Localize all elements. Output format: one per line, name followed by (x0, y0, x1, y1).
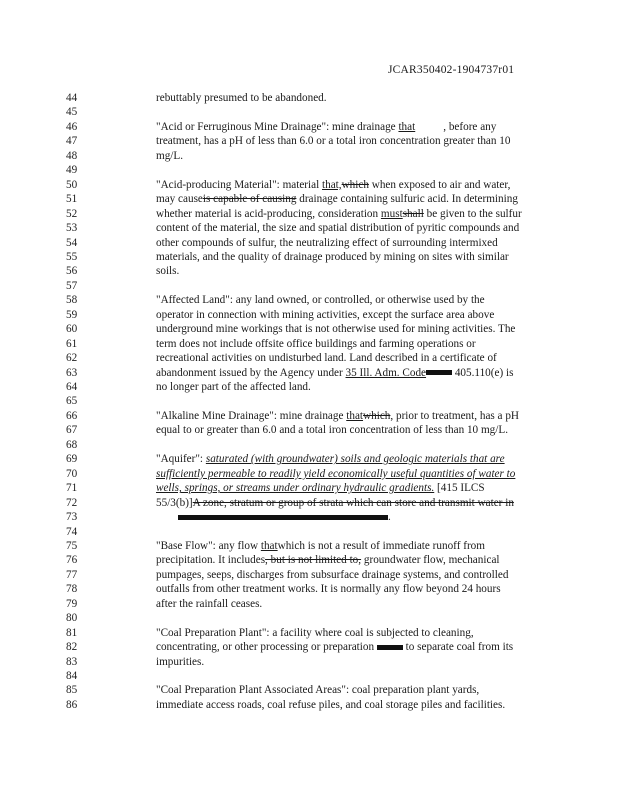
line-text (156, 656, 556, 669)
text-line (0, 251, 618, 264)
line-number: 53 (66, 222, 78, 235)
text-line (0, 453, 618, 466)
line-number: 67 (66, 424, 78, 437)
line-text (156, 367, 556, 380)
text-segment: 55/3(b)] (156, 496, 193, 509)
line-number: 55 (66, 250, 78, 263)
text-line (0, 554, 618, 567)
line-text (156, 381, 556, 394)
text-segment: outfalls from other treatment works. It is normally any flow beyond 24 hours (156, 583, 501, 596)
line-number: 84 (66, 670, 78, 682)
text-segment: impurities. (156, 655, 205, 668)
line-number: 74 (66, 525, 78, 538)
line-number: 52 (66, 207, 78, 220)
text-line (0, 612, 618, 625)
inserted-text: 35 Ill. Adm. Code (345, 366, 427, 379)
line-text (156, 251, 556, 264)
deleted-text: which (363, 409, 391, 422)
line-number: 51 (66, 193, 78, 206)
text-segment: , before any (443, 120, 497, 133)
line-number: 75 (66, 539, 78, 552)
text-segment: 405.110(e) is (452, 366, 514, 379)
line-number: 65 (66, 395, 78, 408)
text-line (0, 627, 618, 640)
text-segment: to separate coal from its (402, 641, 514, 654)
line-text (156, 121, 556, 134)
text-line (0, 179, 618, 192)
line-text (156, 92, 556, 105)
text-segment: term does not include offsite office buildings and farming operations or (156, 337, 476, 350)
text-line (0, 395, 618, 408)
text-segment: "Acid-producing Material": material (156, 178, 323, 191)
line-number: 68 (66, 438, 78, 451)
text-segment: "Base Flow": any flow (156, 539, 261, 552)
text-segment: when exposed to air and water, (368, 178, 511, 191)
line-text (156, 569, 556, 582)
text-line (0, 135, 618, 148)
line-text (156, 410, 556, 423)
text-line (0, 193, 618, 206)
line-number: 73 (66, 511, 78, 524)
line-text (156, 684, 556, 697)
text-line (0, 309, 618, 322)
line-text (156, 598, 556, 611)
text-segment: materials, and the quality of drainage produced by mining on sites with similar (156, 250, 509, 263)
text-line (0, 468, 618, 481)
inserted-text: wells, springs, or streams under ordinary hydraulic gradients. (156, 482, 435, 495)
text-segment: recreational activities on undisturbed land. Land described in a certificate of (156, 352, 497, 365)
line-text (156, 338, 556, 351)
text-line (0, 526, 618, 539)
line-number: 79 (66, 597, 78, 610)
redaction-mark (178, 515, 388, 520)
line-number: 80 (66, 612, 78, 625)
text-line (0, 540, 618, 553)
text-line (0, 222, 618, 235)
deleted-text: A zone, stratum or group of strata which can store and transmit water in (192, 496, 514, 509)
text-line (0, 699, 618, 712)
line-number: 57 (66, 279, 78, 292)
text-line (0, 164, 618, 177)
text-line (0, 280, 618, 293)
text-line (0, 641, 618, 654)
text-segment: no longer part of the affected land. (156, 381, 311, 393)
inserted-text: that (260, 539, 278, 552)
line-text (156, 135, 556, 148)
text-line (0, 338, 618, 351)
text-line (0, 511, 618, 524)
line-number: 66 (66, 409, 78, 422)
text-segment: [415 ILCS (434, 482, 485, 495)
text-segment: rebuttably presumed to be abandoned. (156, 92, 327, 104)
text-line (0, 583, 618, 596)
text-line (0, 439, 618, 452)
line-text (156, 424, 556, 437)
document-id-header: JCAR350402-1904737r01 (388, 64, 515, 76)
line-number: 54 (66, 236, 78, 249)
text-line (0, 482, 618, 495)
text-line (0, 598, 618, 611)
text-segment: content of the material, the size and spatial distribution of pyritic compounds and (156, 222, 520, 235)
line-text (156, 208, 556, 221)
text-line (0, 352, 618, 365)
text-segment: soils. (156, 265, 180, 278)
line-number: 83 (66, 655, 78, 668)
text-line (0, 569, 618, 582)
text-segment: equal to or greater than 6.0 and a total iron concentration of less than 10 mg/L. (156, 424, 508, 437)
text-segment: treatment, has a pH of less than 6.0 or a total iron concentration greater than 10 (156, 135, 511, 148)
text-line (0, 656, 618, 669)
text-segment: "Coal Preparation Plant": a facility where coal is subjected to cleaning, (156, 626, 474, 639)
text-line (0, 323, 618, 336)
line-text (156, 150, 556, 163)
text-segment: "Affected Land": any land owned, or controlled, or otherwise used by the (156, 294, 485, 307)
line-text (156, 352, 556, 365)
line-number: 71 (66, 482, 78, 495)
inserted-text: must (380, 207, 403, 220)
line-number: 50 (66, 178, 78, 191)
deleted-text: shall (402, 207, 424, 220)
text-segment: after the rainfall ceases. (156, 597, 263, 610)
line-text (156, 323, 556, 336)
line-text (156, 294, 556, 307)
text-line (0, 106, 618, 119)
line-text (156, 309, 556, 322)
line-text (156, 179, 556, 192)
text-segment: pumpages, seeps, discharges from subsurface drainage systems, and controlled (156, 568, 509, 581)
deleted-text: is capable of causing (202, 193, 297, 206)
redaction-mark (426, 370, 452, 375)
text-line (0, 208, 618, 221)
text-segment: "Coal Preparation Plant Associated Areas": coal preparation plant yards, (156, 684, 480, 697)
line-text (156, 583, 556, 596)
text-line (0, 92, 618, 105)
text-line (0, 670, 618, 683)
text-segment: abandonment issued by the Agency under (156, 366, 346, 379)
text-segment: immediate access roads, coal refuse piles, and coal storage piles and facilities. (156, 698, 506, 711)
line-text (156, 237, 556, 250)
text-segment: be given to the sulfur (423, 207, 522, 220)
text-line (0, 684, 618, 697)
line-text (156, 554, 556, 567)
line-text (156, 641, 556, 654)
text-line (0, 121, 618, 134)
line-number: 69 (66, 453, 78, 466)
text-segment: which is not a result of immediate runoff from (277, 539, 485, 552)
line-number: 61 (66, 337, 78, 350)
line-text (156, 453, 556, 466)
line-text (156, 540, 556, 553)
line-number: 86 (66, 698, 78, 711)
line-number: 76 (66, 554, 78, 567)
text-line (0, 367, 618, 380)
text-segment: concentrating, or other processing or preparation (156, 641, 377, 654)
line-number: 60 (66, 323, 78, 336)
text-line (0, 424, 618, 437)
inserted-text: that, (322, 178, 342, 191)
line-number: 59 (66, 308, 78, 321)
text-line (0, 265, 618, 278)
line-number: 77 (66, 568, 78, 581)
redaction-mark (377, 645, 403, 650)
line-number: 82 (66, 641, 78, 654)
inserted-text: sufficiently permeable to readily yield economically useful quantities of water to (156, 467, 516, 480)
text-line (0, 237, 618, 250)
line-number: 46 (66, 120, 78, 133)
text-segment: precipitation. It includes (156, 554, 266, 567)
line-number: 62 (66, 352, 78, 365)
line-number: 64 (66, 381, 78, 393)
line-number: 47 (66, 135, 78, 148)
text-line (0, 150, 618, 163)
text-line (0, 294, 618, 307)
line-number: 48 (66, 149, 78, 162)
line-text (156, 699, 556, 712)
line-text (156, 222, 556, 235)
line-text (156, 193, 556, 206)
text-segment: "Acid or Ferruginous Mine Drainage": mine drainage (156, 120, 399, 133)
line-number: 56 (66, 265, 78, 278)
text-segment: underground mine workings that is not otherwise used for mining activities. The (156, 323, 516, 336)
text-segment: other compounds of sulfur, the neutralizing effect of surrounding intermixed (156, 236, 498, 249)
line-text (156, 627, 556, 640)
text-segment: , prior to treatment, has a pH (390, 409, 519, 422)
text-segment: may cause (156, 193, 203, 206)
line-number: 58 (66, 294, 78, 307)
text-line (0, 381, 618, 394)
line-number: 72 (66, 496, 78, 509)
line-number: 63 (66, 366, 78, 379)
line-number: 78 (66, 583, 78, 596)
text-line (0, 497, 618, 510)
line-number: 81 (66, 626, 78, 639)
deleted-text: which (341, 178, 369, 191)
line-number: 44 (66, 92, 78, 104)
line-text (156, 511, 556, 524)
text-segment: drainage containing sulfuric acid. In determining (296, 193, 518, 206)
inserted-text: that (398, 120, 416, 133)
inserted-text: saturated (with groundwater) soils and geologic materials that are (205, 453, 505, 466)
text-segment: whether material is acid-producing, consideration (156, 207, 381, 220)
line-number: 70 (66, 467, 78, 480)
text-segment: mg/L. (156, 149, 184, 162)
inserted-text: that (346, 409, 364, 422)
line-number: 49 (66, 164, 78, 177)
line-number: 45 (66, 106, 78, 119)
line-text (156, 468, 556, 481)
text-segment: operator in connection with mining activities, except the surface area above (156, 308, 495, 321)
deleted-text: , but is not limited to, (265, 554, 362, 567)
text-segment: "Alkaline Mine Drainage": mine drainage (156, 409, 347, 422)
line-text (156, 265, 556, 278)
line-text (156, 482, 556, 495)
line-text (156, 497, 556, 510)
text-segment: . (388, 511, 391, 524)
text-segment: groundwater flow, mechanical (361, 554, 500, 567)
line-number: 85 (66, 684, 78, 697)
text-line (0, 410, 618, 423)
text-segment: "Aquifer": (156, 453, 206, 466)
